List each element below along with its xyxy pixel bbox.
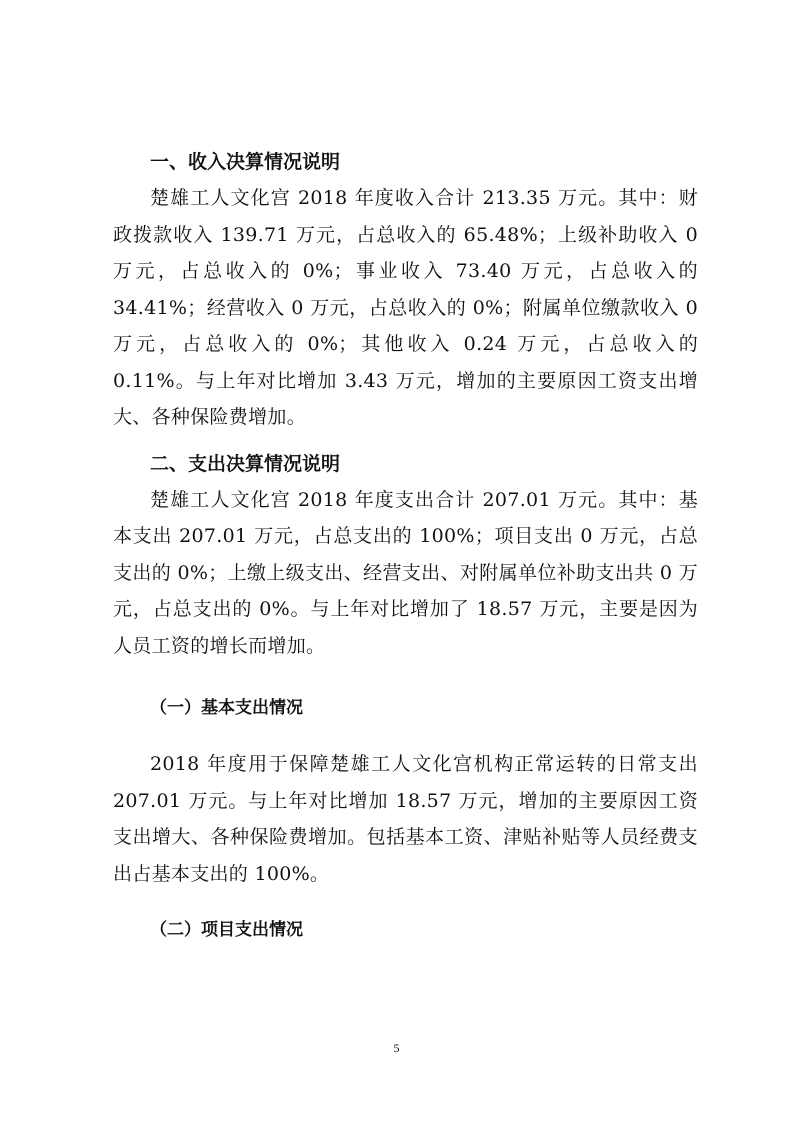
section-heading-expenditure: 二、支出决算情况说明 [150,452,341,475]
subsection-heading-basic: （一）基本支出情况 [150,698,303,718]
page-number: 5 [393,1041,400,1055]
section-heading-income: 一、收入决算情况说明 [150,151,341,173]
subsection-heading-project: （二）项目支出情况 [150,920,303,940]
expenditure-paragraph: 楚雄工人文化宫 2018 年度支出合计 207.01 万元。其中：基本支出 207.01 万元，占总支出的 100%；项目支出 0 万元，占总支出的 0%；上缴上级支出、经营支出、对附属单位补助支出共 0 万元，占总支出的 0%。与上年对比增加了 18.57 万元，主要是因为人员工资的增长而增加。 [113,488,698,657]
basic-expenditure-paragraph: 2018 年度用于保障楚雄工人文化宫机构正常运转的日常支出 207.01 万元。与上年对比增加 18.57 万元，增加的主要原因工资支出增大、各种保险费增加。包括基本工资、津贴补贴等人员经费支出占基本支出的 100%。 [113,753,698,885]
income-paragraph: 楚雄工人文化宫 2018 年度收入合计 213.35 万元。其中：财政拨款收入 139.71 万元，占总收入的 65.48%；上级补助收入 0 万元，占总收入的 0%；事业收入 73.40 万元，占总收入的 34.41%；经营收入 0 万元，占总收入的 0%；附属单位缴款收入 0 万元，占总收入的 0%；其他收入 0.24 万元，占总收入的 0.11%。与上年对比增加 3.43 万元，增加的主要原因工资支出增大、各种保险费增加。 [113,187,698,428]
document-body [113,144,698,948]
